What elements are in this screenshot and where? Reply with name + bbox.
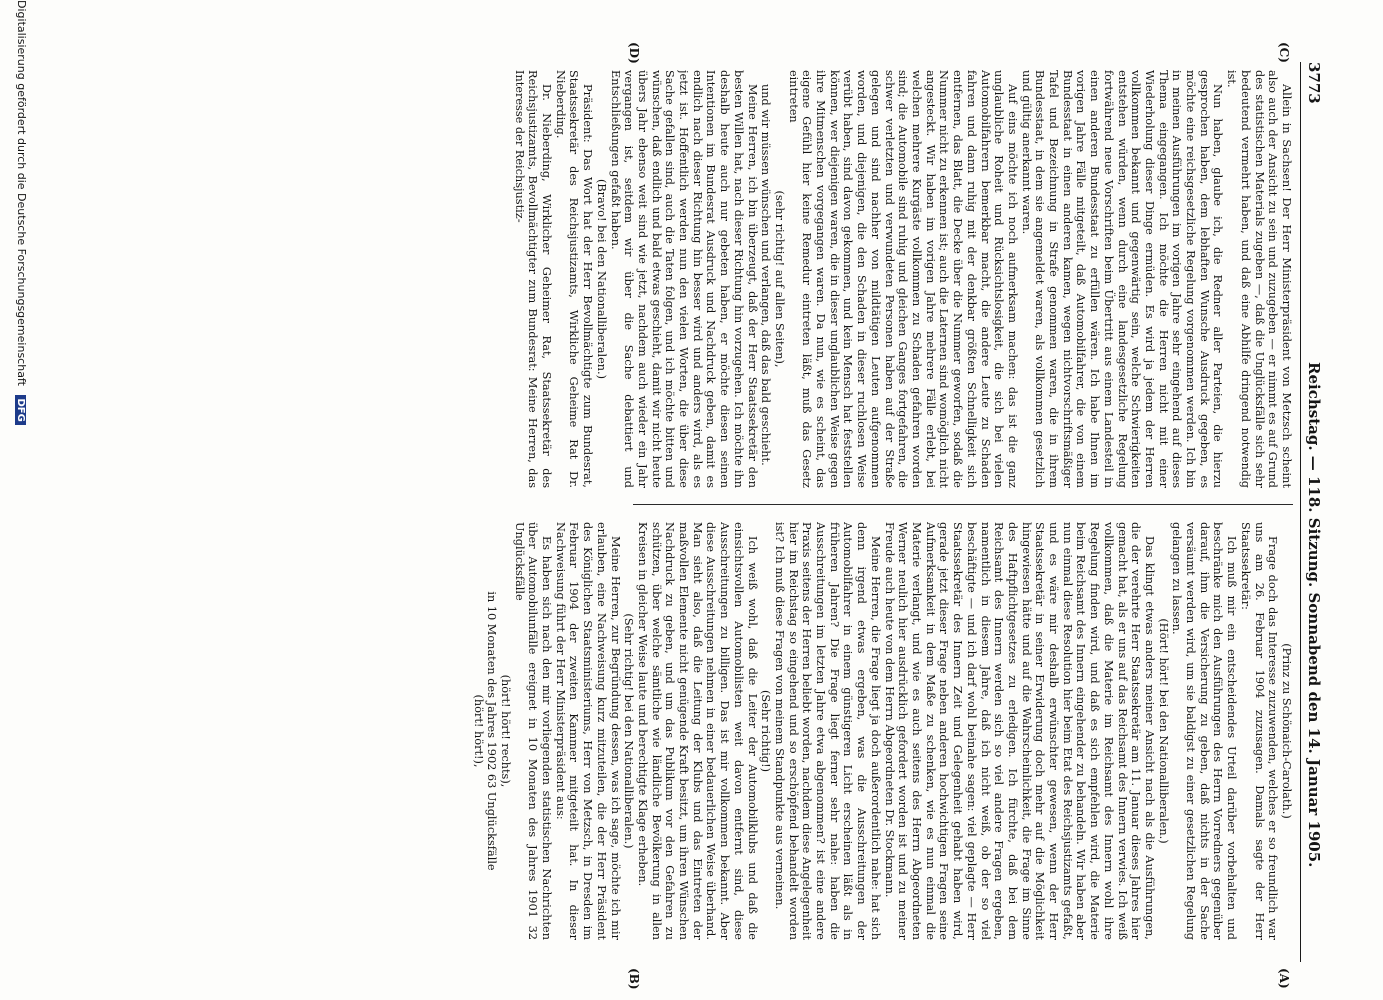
interjection: (Sehr richtig! bei den Nationalliberalen.) (622, 613, 636, 849)
president-remark: Präsident: Das Wort hat der Herr Bevollmächtigte zum Bundesrat, Staatssekretär des Reichsjustizamts, Wirkliche Geheime Rat Dr. Nieberding. (553, 70, 595, 488)
margin-mark-c: (C) (1277, 42, 1291, 63)
speaker-label: (Prinz zu Schönaich-Carolath.) (1280, 643, 1293, 819)
digitization-credit (15, 0, 28, 1000)
speaker-paragraph: Dr. Nieberding, Wirklicher Geheimer Rat, Staatssekretär des Reichsjustizamts, Bevollmächtigter zum Bundesrat: Meine Herren, das Interesse der Reichsjustiz- (512, 70, 554, 488)
paragraph: Meine Herren, die Frage liegt ja doch außerordentlich nahe: hat sich denn irgend etwas ergeben, was die Ausschreitungen der Automobilfahrer in einem günstigeren Licht erscheinen läßt als in früheren Jahren? Die Frage liegt ferner sehr nahe: haben die Ausschreitungen im letzten Jahre etwa abgenommen? ist eine andere Praxis seitens der Herren beliebt worden, nachdem diese Angelegenheit hier im Reichstag so eingehend und so erschöpfend behandelt worden ist? Ich muß diese Fragen von meinem Standpunkte aus verneinen. (772, 522, 882, 940)
column-divider (633, 504, 1293, 505)
dfg-logo: DFG (15, 395, 26, 424)
paragraph: Meine Herren, ich bin überzeugt, daß der Herr Staatssekretär den besten Willen hat, nach dieser Richtung hin vorzugehen. Ich möchte ihn deshalb heute auch nur gebeten haben, er möchte diesen seinen Intentionen im Bundesrat Ausdruck und Nachdruck geben, damit es endlich nach dieser Richtung hin besser wird und anders wird, als es jetzt ist. Hoffentlich werden nun den vielen Worten, die über diese Sache gefallen sind, auch die Taten folgen, und ich möchte bitten und wünschen, daß endlich und bald etwas geschieht, damit wir nicht heute übers Jahr ebenso weit sind wie jetzt, nachdem auch wieder ein Jahr vergangen ist, seitdem wir über die Sache debattiert und Entschließungen gefaßt haben. (608, 70, 759, 488)
paragraph: Das klingt etwas anders meiner Ansicht nach als die Ausführungen, die der verehrte Herr Staatssekretär am 11. Januar dieses Jahres hier gemacht hat, als er uns auf das Reichsamt des Innern verwies. Ich weiß vollkommen, daß die Materie im Reichsamt des Innern wohl ihre Regelung finden wird, und daß es sich empfehlen wird, die Materie beim Reichsamt des Innern eingehender zu behandeln. Wir haben aber nun einmal diese Resolution hier beim Etat des Reichsjustizamts gefaßt, und es wäre mir deshalb erwünschter gewesen, wenn der Herr Staatssekretär in seiner Erwiderung doch mehr auf die Möglichkeit hingewiesen hätte und auf die Wahrscheinlichkeit, die Frage im Sinne des Haftpflichtgesetzes zu erledigen. Ich fürchte, daß bei dem Reichsamt des Innern werden sich so viel andere Fragen ergeben, namentlich in diesem Jahre, daß ich nicht weiß, ob der so viel beschäftigte — und ich darf wohl beinahe sagen: viel geplagte — Herr Staatssekretär des Innern Zeit und Gelegenheit gehabt haben wird, gerade jetzt dieser Frage neben anderen hochwichtigen Fragen seine Aufmerksamkeit in dem Maße zu schenken, wie es nun einmal die Materie verlangt, und wie es auch seitens des Herrn Abgeordneten Werner neulich hier ausdrücklich gefordert worden ist und zu meiner Freude auch heute von dem Herrn Abgeordneten Dr. Stockmann. (882, 522, 1156, 940)
paragraph: Meine Herren, zur Begründung dessen, was ich sage, möchte ich mir erlauben, eine Nachweisung kurz mitzuteilen, die der Herr Präsident des Königlichen Staatsministeriums, Herr von Metzsch, in Dresden im Februar 1904 der zweiten Kammer mitgeteilt hat. In dieser Nachweisung führt der Herr Ministerpräsident aus: (553, 522, 622, 940)
margin-mark-b: (B) (627, 968, 641, 990)
interjection: (hört! hört!), (471, 694, 485, 768)
margin-mark-d: (D) (627, 42, 641, 64)
paragraph: Allein in Sachsen! Der Herr Ministerpräsident von Metzsch scheint also auch der Ansicht zu sein und zuzugeben — er nimmt es auf Grund des statistischen Materials zugeben —, daß die Unglücksfälle sich sehr bedeutend vermehrt haben, und daß eine Abhilfe dringend notwendig ist. (1225, 70, 1293, 488)
interjection: (Sehr richtig!) (759, 689, 773, 773)
paragraph: Auf eins möchte ich noch aufmerksam machen: das ist die ganz unglaubliche Roheit und Rücksichtslosigkeit, die sich bei vielen Automobilfahrern bemerkbar macht, die andere Leute zu Schaden fahren und dann ruhig mit der denkbar größten Schnelligkeit sich entfernen, das Blatt, die Decke über die Nummer geworfen, sodaß die Nummer nicht zu erkennen ist; auch die Laternen sind womöglich nicht angesteckt. Wir haben im vorigen Jahre mehrere Fälle erlebt, bei welchen mehrere Kurgäste vollkommen zu Schaden gefahren worden sind; die Automobile sind ruhig und gleichen Ganges fortgefahren, die schwer verletzten und verwundeten Personen haben auf der Straße gelegen und sind nachher von mildtätigen Leuten aufgenommen worden, und diejenigen, die den Schaden in dieser ruchlosen Weise verübt haben, sind davon gekommen, und kein Mensch hat feststellen können, wer diejenigen waren, die in dieser unglaublichen Weise gegen ihre Mitmenschen vorgegangen waren. Da nun, wie es scheint, das eigene Gefühl hier keine Remedur eintreten läßt, muß das Gesetz eintreten (786, 70, 1019, 488)
text-column-left (113, 70, 1293, 488)
paragraph: Ich weiß wohl, daß die Leiter der Automobilklubs und daß die einsichtsvollen Automobilisten weit davon entfernt sind, diese Ausschreitungen zu billigen. Das ist mir vollkommen bekannt. Aber diese Ausschreitungen nehmen in einer bedauerlichen Weise überhand. Man sieht also, daß die Leitung der Klubs und das Eintreten der maßvollen Elemente nicht genügende Kraft besitzt, um ihren Wünschen Nachdruck zu geben, und um das Publikum vor den Gefahren zu schützen, über welche sämtliche wie ländliche Bevölkerung in allen Kreisen in gleicher Weise laute und berechtigte Klage erheben. (635, 522, 759, 940)
paragraph: Frage doch das Interesse zuzuwenden, welches er so freundlich war uns am 26. Februar 1904 zuzusagen. Damals sagte der Herr Staatssekretär: (1238, 522, 1280, 940)
paragraph: Nun haben, glaube ich, die Redner aller Parteien, die hierzu gesprochen haben, dem lebhaften Wunsche Ausdruck gegeben, es möchte eine reichsgesetzliche Regelung vorgenommen werden. Ich bin in meinen Ausführungen im vorigen Jahre sehr eingehend auf dieses Thema eingegangen. Ich möchte die Herren nicht mit einer Wiederholung dieser Dinge ermüden. Es wird ja jedem der Herren vollkommen bekannt und gegenwärtig sein, welche Schwierigkeiten entstehen würden, wenn durch eine landesgesetzliche Regelung fortwährend neue Vorschriften beim Übertritt aus einem Landesteil in einen anderen Bundesstaat zu erfüllen wären. Ich habe Ihnen im vorigen Jahre Fälle mitgeteilt, daß Automobilfahrer, die von einem Bundesstaat in einen anderen kamen, wegen nichtvorschriftsmäßiger Tafel und Bezeichnung in Strafe genommen waren, die in ihrem Bundesstaat, in dem sie angemeldet waren, als vollkommen gesetzlich und gültig anerkannt waren. (1019, 70, 1225, 488)
interjection: (Bravo! bei den Nationalliberalen.) (594, 178, 608, 380)
margin-mark-a: (A) (1277, 968, 1291, 989)
paragraph: und wir müssen wünschen und verlangen, daß das bald geschieht. (759, 84, 773, 466)
credit-text: Digitalisierung gefördert durch die Deutsche Forschungsgemeinschaft (15, 0, 28, 386)
page-number: 3773 (1305, 62, 1323, 104)
interjection: (Hört! hört! bei den Nationalliberalen.) (1156, 618, 1170, 844)
page-header (1300, 62, 1325, 962)
running-title: Reichstag. — 118. Sitzung. Sonnabend den 14. Januar 1905. (1305, 362, 1323, 868)
quotation: Es haben sich nach den mir vorliegenden statistischen Nachrichten über Automobilunfälle ereignet in 10 Monaten des Jahres 1901 32 Unglücksfälle (512, 522, 554, 940)
text-column-right (113, 522, 1293, 940)
quotation-line: in 10 Monaten des Jahres 1902 63 Unglücksfälle (485, 591, 499, 871)
interjection: (sehr richtig! auf allen Seiten), (772, 190, 786, 368)
quotation: Ich muß mir ein entscheidendes Urteil darüber vorbehalten und beschränke mich den Ausführungen des Herrn Vorredners gegenüber darauf, ihm die Versicherung zu geben, daß nichts in der Sache versäumt werden wird, um sie baldigst zu einer gesetzlichen Regelung gelangen zu lassen. (1170, 522, 1239, 940)
interjection: (hört! hört! rechts), (498, 674, 512, 788)
